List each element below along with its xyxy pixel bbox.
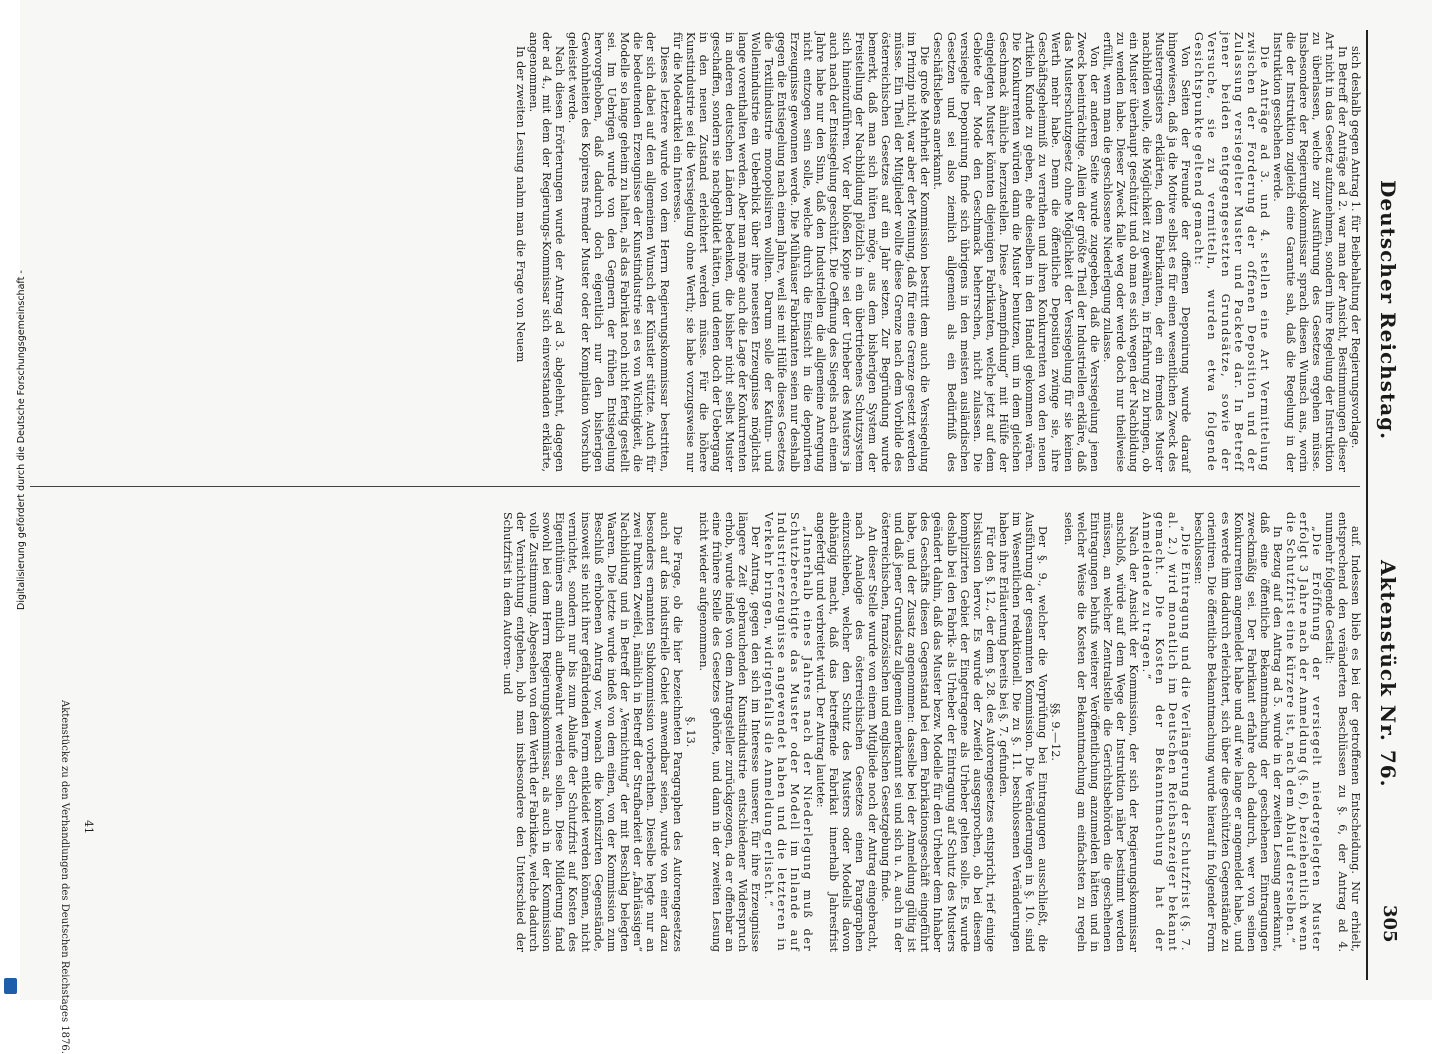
paragraph: sich deshalb gegen Antrag 1. für Beibehaltung der Regierungsvorlage. [1349,46,1362,449]
paragraph: Für den §. 12., der dem §. 28. des Autorengesetzes entspricht, rief einige Diskussion hervor. Es wurde der Zweifel ausgesprochen, ob bei diesem komplizirten Gebiet der Eingetragene als Urheber gelten solle. Es wurde deshalb bei den Fabrik- als Urheber der Eintragung auf Schutz des Musters geändert dahin, daß das Muster bezw. Modelle für den Urheber dem Inhaber des Geschäfts diesen Gegenstand bei dem Fabrikationsgeschäft eingeführt habe, und der Zusatz angenommen: dasselbe bei der Anmeldung gültig ist und daß jener Grundsatz allgemein anerkannt sei und sich u. A. auch in der österreichischen, französischen und englischen Gesetzgebung finde. [879,512,997,952]
quoted-paragraph: „Innerhalb eines Jahres nach der Niederlegung muß der Schutzberechtigte das Muster oder Modell im Inlande auf Industrieerzeugnisse angewendet haben und die letzteren in Verkehr bringen, widrigenfalls die Anmeldung erlischt.“ [761,512,815,952]
paragraph: Nach diesen Erörterungen wurde der Antrag ad 3. abgelehnt, dagegen der ad 4., mit dem der Regierungs-Kommissar sich einverstanden erklärte, angenommen. [527,32,567,472]
paragraph: Die Frage, ob die hier bezeichneten Paragraphen des Autorengesetzes auch auf das industrielle Gebiet anwendbar seien, wurde von einer dazu besonders ernannten Subkommission vorberathen. Dieselbe hegte nur an zwei Punkten Zweifel, nämlich in Betreff der Strafbarkeit der „fahrlässigen“ Nachbildung und in Betreff der „Vernichtung“ der mit Beschlag belegten Waaren. Die letzte wurde indeß von dem einen, von der Kommission zum Beschluß erhobenen Antrag vor, wonach die konfiszirten Gegenstände, insoweit sie nicht ihrer gefährdenden Form entkleidet werden können, nicht vernichtet, sondern nur bis zum Ablaufe der Schutzfrist auf Kosten des Eigenthümers amtlich aufbewahrt werden sollen. Diese Milderung fand sowohl bei dem Herrn Regierungskommissar, als auch in der Kommission volle Zustimmung. Abgesehen von dem Werth der Fabrikate, welche dadurch der Vernichtung entgehen, hob man insbesondere den Unterschied der Schutzfrist in dem Autoren- und [500,512,684,952]
dfg-logo-icon [4,978,17,994]
paragraph: Die große Mehrheit der Kommission bestritt dem auch die Versiegelung im Prinzip nicht, war aber der Meinung, daß für eine Grenze gesetzt werden müsse. Ein Theil der Mitglieder wollte diese Grenze nach dem Vorbilde des österreichischen Gesetzes auf ein Jahr setzen. Zur Begründung wurde bemerkt, daß man sich hüten möge, aus dem bisherigen System der Freistellung der Nachbildung plötzlich in ein übertriebenes Schutzsystem sich hineinzuführen. Vor der bloßen Kopie sei der Urheber des Musters ja auch nach der Entsiegelung geschützt. Die Oeffnung des Siegels nach einem Jahre habe nur den Sinn, daß den Industriellen die allgemeine Anregung nicht entzogen sein solle, welche durch die Einsicht in die deponirten Erzeugnisse gewonnen werde. Die Mülhäuser Fabrikanten seien nur deshalb gegen die Entsiegelung nach einem Jahre, weil sie mit Hülfe dieses Gesetzes die Textilindustrie monopolisiren wollten. Darum solle der Kattun- und Wollenindustrie ein Ueberblick über ihre neuesten Erzeugnisse möglichst lange vorenthalten werden. Aber man möge auch die Lage der Konkurrenten in anderen deutschen Ländern bedenken, die bisher nicht selbst Muster geschaffen, sondern sie nachgebildet hätten, und denen doch der Uebergang in den neuen Zustand erleichtert werden müsse. Für die höhere Kunstindustrie sei die Versiegelung ohne Werth; sie habe vorzugsweise nur für die Modeartikel ein Interesse. [670,32,932,472]
paragraph: In Bezug auf den Antrag ad 5. wurde in der zweiten Lesung anerkannt, daß eine öffentliche Bekanntmachung der geschehenen Eintragungen zweckmäßig sei. Der Fabrikant erfahre doch dadurch, wer von seinen Konkurrenten angemeldet habe und auf wie lange er angemeldet habe, und es werde ihm dadurch erleichtert, sich über die geschützten Gegenstände zu orientiren. Die öffentliche Bekanntmachung wurde hierauf in folgender Form beschlossen: [1192,512,1284,952]
paragraph: Dieses letztere wurde von dem Herrn Regierungskommissar bestritten, der sich dabei auf den allgemeinen Wunsch der Künstler stützte. Auch für die bedeutenden Erzeugnisse der Kunstindustrie sei es von Wichtigkeit, die Modelle so lange geheim zu halten, als das Fabrikat noch nicht fertig gestellt sei. Im Uebrigen wurde von den Gegnern der frühen Entsiegelung hervorgehoben, daß dadurch doch eigentlich nur den bisherigen Gewohnheiten des Kopirens fremder Muster oder der Kompilation Vorschub geleistet werde. [566,32,671,472]
footer-citation: Aktenstücke zu den Verhandlungen des Deutschen Reichstages 1876. [59,700,70,1054]
paragraph: Der Antrag, gegen den sich im Interesse unserer, für ihre Erzeugnisse längere Zeit gebrauchenden Kunstindustrie entschiedener Widerspruch erhob, wurde indeß von dem Antragsteller zurückgezogen, da er offenbar an eine frühere Stelle des Gesetzes gehörte, und dann in der zweiten Lesung nicht wieder aufgenommen. [696,512,762,952]
paragraph: auf. Indessen blieb es bei der getroffenen Entscheidung. Nur erhielt, entsprechend den veränderten Beschlüssen zu §. 6, der Antrag ad 4. nunmehr folgende Gestalt: [1322,512,1362,952]
section-heading: §. 13. [683,716,697,748]
digitization-note: Digitalisierung gefördert durch die Deutsche Forschungsgemeinschaft - [16,270,27,610]
paragraph: Nach der Ansicht der Kommission, der sich der Regierungskommissar anschloß, würde auf dem Wege der Instruktion näher bestimmt werden müssen, an welcher Zentralstelle die Gerichtsbehörden die geschehenen Eintragungen behufs weiterer Veröffentlichung anzumelden hätten und in welcher Weise die Kosten der Bekanntmachung am einfachsten zu regeln seien. [1061,512,1141,952]
section-heading: §§. 9.—12. [1048,703,1062,761]
running-title-left: Deutscher Reichstag. [1376,180,1400,441]
running-title-right: Aktenstück Nr. 76. [1376,560,1400,788]
paragraph: Die Anträge ad 3. und 4. stellen eine Art Vermittelung zwischen der Forderung der offenen Deposition und der Zulassung versiegelter Muster und Packete dar. In Betreff jener beiden entgegengesetzten Grundsätze, sowie der Versuche, sie zu vermitteln, wurden etwa folgende Gesichtspunkte geltend gemacht: [1192,32,1271,472]
paragraph: Der §. 9., welcher die Vorprüfung bei Eintragungen ausschließt, die Ausführung der gesammten Kommission. Die Veränderungen in §. 10. sind im Wesentlichen redaktionell. Die zu §. 11. beschlossenen Veränderungen haben ihre Erläuterung bereits bei §. 7. gefunden. [996,512,1049,952]
text-column-left [32,32,1362,472]
paragraph: Von Seiten der Freunde der offenen Deponirung wurde darauf hingewiesen, daß ja die Motive selbst es für einen wesentlichen Zweck des Musterregisters erklärten, dem Fabrikanten, der ein fremdes Muster nachbilden wolle, die Möglichkeit zu gewähren, in Erfahrung zu bringen, ob ein Muster überhaupt geschützt und ob man es sich wegen der Nachbildung zu wenden habe. Dieser Zweck falle weg oder werde doch nur theilweise erfüllt, wenn man die geschlossene Niederlegung zulasse. [1101,32,1193,472]
text-column-right [32,512,1362,952]
paragraph: Von der anderen Seite wurde zugegeben, daß die Versiegelung jenen Zweck beeinträchtige. Allein der größte Theil der Industriellen erkläre, daß das Musterschutzgesetz ohne Möglichkeit der Versiegelung für sie keinen Werth mehr habe. Denn die öffentliche Deposition zwinge sie, ihre Geschäftsgeheimniß zu verrathen und ihren Konkurrenten von den neuen Artikeln Kunde zu geben, ehe dieselben in den Handel gekommen wären. Die Konkurrenten würden dann die Muster benutzen, um in dem gleichen Geschmack ähnliche herzustellen. Diese „Anempfindung“ mit Hülfe der eingelegten Muster könnten diejenigen Fabrikanten, welche jetzt auf dem Gebiete der Mode den Geschmack beherrschen, nicht zulassen. Die versiegelte Deponirung finde sich übrigens in den meisten ausländischen Gesetzen und sei also ziemlich allgemein als ein Bedürfniß des Geschäftslebens anerkannt. [931,32,1102,472]
signature-number: 41 [82,820,95,834]
quoted-paragraph: „Die Eintragung und die Verlängerung der Schutzfrist (§. 7. al. 2.) wird monatlich im Deutschen Reichsanzeiger bekannt gemacht. Die Kosten der Bekanntmachung hat der Anmeldende zu tragen.“ [1140,512,1193,952]
page-number: 305 [1379,905,1400,943]
header-rule [1366,30,1368,980]
paragraph: An dieser Stelle wurde von einem Mitgliede noch der Antrag eingebracht, nach Analogie des österreichischen Gesetzes einen Paragraphen einzuschieben, welcher den Schutz des Musters oder Modells davon abhängig macht, daß das betreffende Fabrikat innerhalb Jahresfrist angefertigt und verbreitet wird. Der Antrag lautete: [814,512,880,952]
quoted-paragraph: „Die Eröffnung der versiegelt niedergelegten Muster erfolgt 3 Jahre nach der Anmeldung (§. 6), beziehentlich wenn die Schutzfrist eine kürzere ist, nach dem Ablauf derselben.“ [1283,512,1323,952]
column-divider [30,486,1360,487]
paragraph: In Betreff der Anträge ad 2. war man der Ansicht, Bestimmungen dieser Art nicht in das Gesetz aufzunehmen, sondern ihre Regelung der Instruktion zu überlassen, welche zur Ausführung des Gesetzes ergehen müsse. Insbesondere der Regierungskommissar sprach diesen Wunsch aus, worin die der Instruktion zugleich eine Garantie sah, daß die Regelung in der Instruktion geschehen werde. [1270,32,1349,472]
paragraph: In der zweiten Lesung nahm man die Frage von Neuem [514,46,527,363]
